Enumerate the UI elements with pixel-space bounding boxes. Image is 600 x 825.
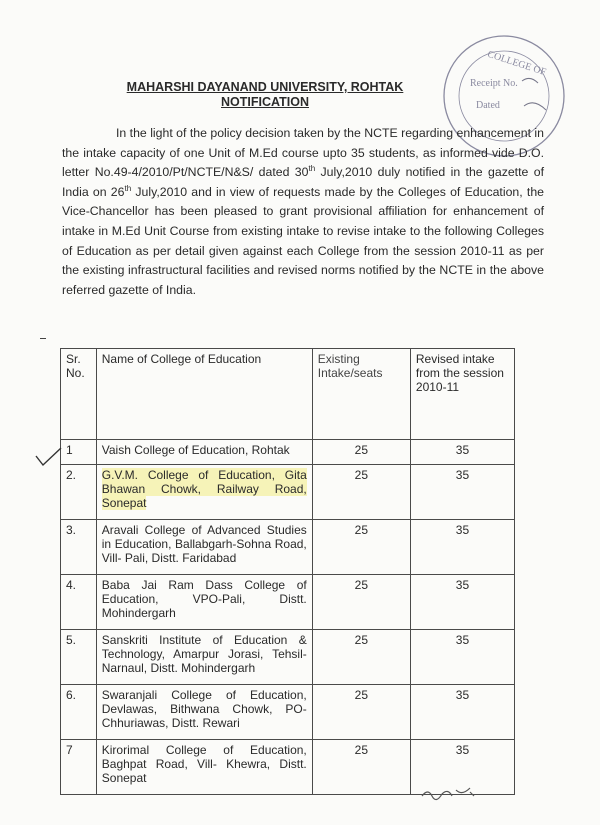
row-sr: 2. [61, 465, 97, 520]
check-mark-icon [34, 446, 64, 468]
row-existing: 25 [312, 465, 410, 520]
table-row [61, 575, 515, 630]
row-college-name [96, 465, 312, 520]
row-college-name: Aravali College of Advanced Studies in Education, Ballabgarh-Sohna Road, Vill- Pali, Distt. Faridabad [96, 520, 312, 575]
document-heading [100, 80, 430, 110]
margin-mark [40, 338, 46, 339]
body-text-3: July,2010 and in view of requests made by the Colleges of Education, the Vice-Chancellor has been pleased to grant provisional affiliation for enhancement of intake in M.Ed Unit Course from existing intake to revise intake to the following Colleges of Education as per detail given against each College from the session 2010-11 as per the existing infrastructural facilities and revised norms notified by the NCTE in the above referred gazette of India. [62, 184, 544, 297]
row-revised: 35 [410, 575, 514, 630]
header-existing-intake: Existing Intake/seats [312, 349, 410, 440]
row-existing: 25 [312, 575, 410, 630]
table-row [61, 440, 515, 465]
table-header-row [61, 349, 515, 440]
body-text-2: July,2010 duly notified in the gazette of India on 26 [62, 165, 544, 199]
row-sr: 3. [61, 520, 97, 575]
table-row [61, 685, 515, 740]
row-revised: 35 [410, 630, 514, 685]
row-college-name: Vaish College of Education, Rohtak [96, 440, 312, 465]
body-sup-1: th [308, 164, 316, 174]
row-college-name: Baba Jai Ram Dass College of Education, VPO-Pali, Distt. Mohindergarh [96, 575, 312, 630]
row-existing: 25 [312, 520, 410, 575]
row-revised: 35 [410, 440, 514, 465]
stamp-dated-text: Dated [476, 100, 500, 111]
notification-body [62, 124, 544, 300]
row-sr: 1 [61, 440, 97, 465]
row-college-name: Sanskriti Institute of Education & Technology, Amarpur Jorasi, Tehsil-Narnaul, Distt. Mohindergarh [96, 630, 312, 685]
row-revised: 35 [410, 465, 514, 520]
stamp-receipt-text: Receipt No. [470, 78, 518, 89]
university-name: MAHARSHI DAYANAND UNIVERSITY, ROHTAK [126, 80, 404, 94]
row-college-name: Kirorimal College of Education, Baghpat Road, Vill- Khewra, Distt. Sonepat [96, 740, 312, 795]
table-row [61, 520, 515, 575]
header-college-name: Name of College of Education [96, 349, 312, 440]
table-row [61, 630, 515, 685]
row-revised: 35 [410, 520, 514, 575]
row-existing: 25 [312, 630, 410, 685]
body-text-1: In the light of the policy decision taken by the NCTE regarding enhancement in the intake capacity of one Unit of M.Ed course upto 35 students, as informed vide D.O. letter No.49-4/2010/Pt/NCTE/N&S/ dated 30 [62, 126, 544, 180]
row-sr: 6. [61, 685, 97, 740]
row-sr: 5. [61, 630, 97, 685]
row-revised: 35 [410, 740, 514, 795]
row-existing: 25 [312, 685, 410, 740]
row-college-name: Swaranjali College of Education, Devlawas, Bithwana Chowk, PO-Chhuriawas, Distt. Rewari [96, 685, 312, 740]
row-revised: 35 [410, 685, 514, 740]
notification-title: NOTIFICATION [221, 95, 309, 109]
header-revised-intake: Revised intake from the session 2010-11 [410, 349, 514, 440]
body-sup-2: th [124, 183, 132, 193]
row-sr: 4. [61, 575, 97, 630]
colleges-table [60, 348, 515, 795]
row-existing: 25 [312, 440, 410, 465]
row-sr: 7 [61, 740, 97, 795]
stamp-college-text: COLLEGE OF [485, 48, 548, 79]
header-sr-no: Sr. No. [61, 349, 97, 440]
signature-scribble [420, 780, 480, 804]
table-row [61, 465, 515, 520]
highlighted-college-name: G.V.M. College of Education, Gita Bhawan Chowk, Railway Road, Sonepat [101, 468, 307, 510]
row-existing: 25 [312, 740, 410, 795]
